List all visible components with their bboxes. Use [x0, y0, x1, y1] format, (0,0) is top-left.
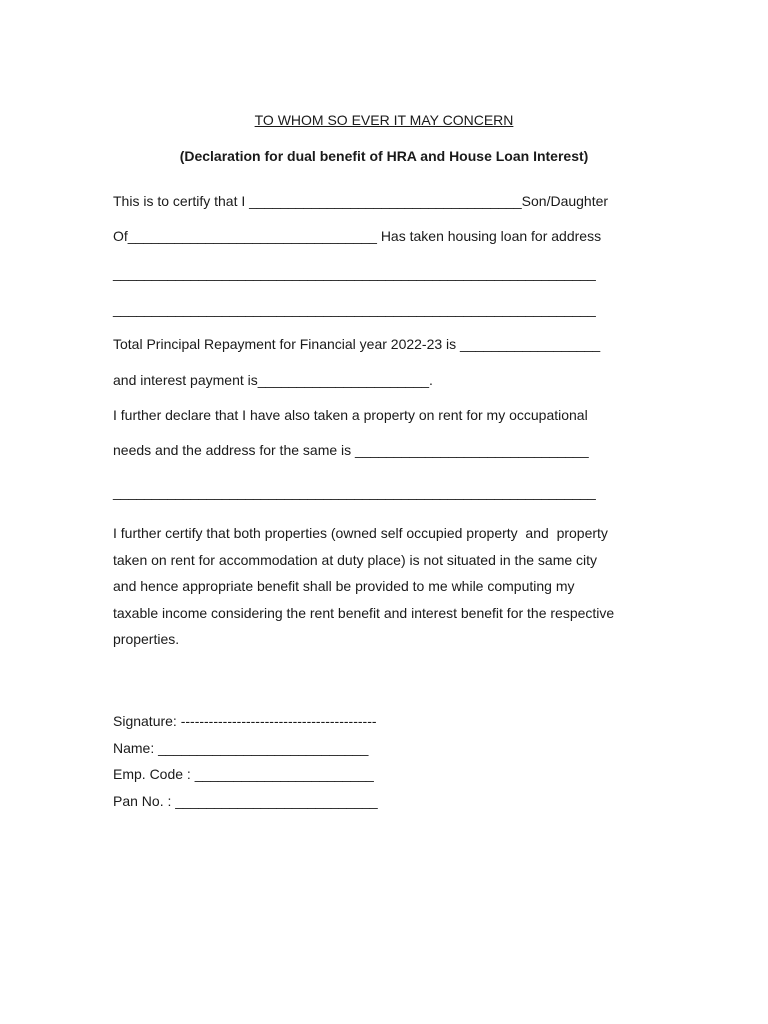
rent-address-line: needs and the address for the same is ______________________________ [113, 442, 589, 458]
certification-line: taken on rent for accommodation at duty place) is not situated in the same city [113, 551, 598, 568]
certify-name-line: This is to certify that I ___________________________________Son/Daughter [113, 193, 609, 209]
certification-line: properties. [113, 631, 180, 647]
certification-line: taxable income considering the rent benefit and interest benefit for the respective [113, 604, 615, 621]
rent-declaration-line: I further declare that I have also taken a property on rent for my occupational [113, 407, 588, 423]
interest-payment-line: and interest payment is______________________. [113, 372, 433, 388]
address-blank-line-2: ______________________________________________________________ [113, 301, 596, 317]
certification-line: and hence appropriate benefit shall be provided to me while computing my [113, 578, 575, 594]
document-subtitle: (Declaration for dual benefit of HRA and House Loan Interest) [179, 148, 589, 164]
certification-line: I further certify that both properties (owned self occupied property and property [113, 525, 608, 541]
signature-block [113, 708, 378, 814]
signature-field: Signature: ------------------------------------------ [113, 713, 377, 729]
certification-paragraph [113, 520, 673, 653]
rent-address-blank-line: ______________________________________________________________ [113, 484, 596, 500]
document-title: TO WHOM SO EVER IT MAY CONCERN [254, 112, 514, 128]
principal-repayment-line: Total Principal Repayment for Financial year 2022-23 is __________________ [113, 336, 601, 352]
parent-name-line: Of________________________________ Has taken housing loan for address [113, 228, 602, 244]
emp-code-field: Emp. Code : _______________________ [113, 766, 374, 782]
name-field: Name: ___________________________ [113, 739, 369, 756]
address-blank-line-1: ______________________________________________________________ [113, 265, 596, 281]
pan-no-field: Pan No. : __________________________ [113, 792, 378, 809]
